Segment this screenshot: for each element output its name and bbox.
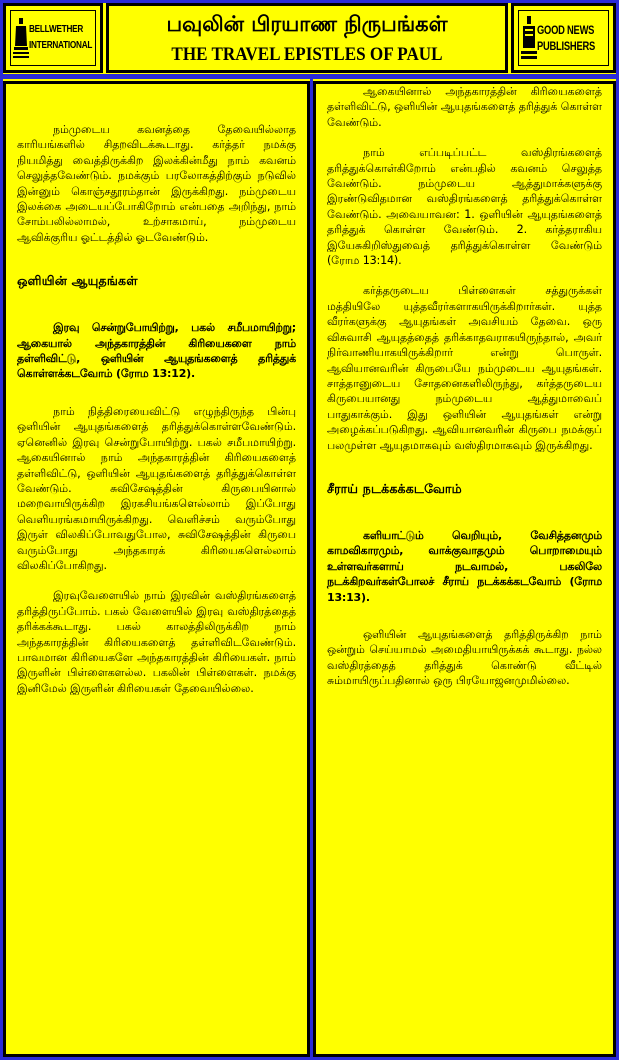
bellwether-bell-icon	[13, 16, 29, 60]
good-news-logo-line1: GOOD NEWS	[537, 23, 595, 37]
right-column	[313, 81, 616, 1057]
paragraph: ஆகையினால் அந்தகாரத்தின் கிரியைகளைத் தள்ளிவிட்டு, ஒளியின் ஆயுதங்களைத் தரித்துக் கொள்ள வேண்டும்.	[327, 85, 602, 129]
paragraph: நம்முடைய கவனத்தை தேவையில்லாத காரியங்களில் சிதறவிடக்கூடாது. கர்த்தர் நமக்கு நியமித்து வைத்திருக்கிற இலக்கின்மீது நாம் கவனம் செலுத்தவேண்டும். நமக்கும் பரலோகத்திற்கும் நடுவில் இன்னும் கொஞ்சதூரம்தான் இருக்கிறது. நம்முடைய இலக்கை அடையப்போகிறோம் என்பதை அறிந்து, நாம் சோம்பலில்லாமல், உற்சாகமாய், நம்முடைய ஆவிக்குரிய ஓட்டத்தில் ஓடவேண்டும்.	[17, 123, 296, 244]
paragraph: கர்த்தருடைய பிள்ளைகள் சத்துருக்கள் மத்தியிலே யுத்தவீரர்களாகயிருக்கிறார்கள். யுத்த வீரர்களுக்கு ஆயுதங்கள் அவசியம் தேவை. ஒரு விசுவாசி ஆயுதத்தைத் தரிக்காதவராகயிருந்தால், அவர் நிர்வாணியாகயிருக்கிறார் என்று பொருள். ஆவியானவரின் கிருபையே நம்முடைய ஆயுதங்கள். சாத்தானுடைய சோதனைகளிலிருந்து, கர்த்தருடைய கிருபையானது நம்முடைய ஆத்துமாவைப் பாதுகாக்கும். இது ஒளியின் ஆயுதங்கள் என்று அழைக்கப்படுகிறது. ஆவியானவரின் கிருபை நமக்குப் பலமுள்ள ஆயுதமாகவும் வஸ்திரமாகவும் இருக்கிறது.	[327, 284, 602, 452]
paragraph: இரவுவேளையில் நாம் இரவின் வஸ்திரங்களைத் தரித்திருப்போம். பகல் வேளையில் இரவு வஸ்திரத்தைத் தரிக்கக்கூடாது. பகல் காலத்திலிருக்கிற நாம் அந்தகாரத்தின் கிரியைகளைத் தள்ளிவிடவேண்டும். பாவமான கிரியைகளே அந்தகாரத்தின் கிரியைகள். நாம் இருளின் பிள்ளைகளல்ல. பகலின் பிள்ளைகள். நமக்கு இனிமேல் இருளின் கிரியைகள் தேவையில்லை.	[17, 589, 296, 695]
bellwether-logo-line1: BELLWETHER	[29, 24, 84, 35]
bellwether-logo	[3, 3, 103, 73]
page-title-tamil: பவுலின் பிரயாண நிருபங்கள்	[166, 12, 448, 36]
title-box	[106, 3, 508, 73]
bellwether-logo-text	[29, 22, 92, 54]
scripture-verse: இரவு சென்றுபோயிற்று, பகல் சமீபமாயிற்று; ஆகையால் அந்தகாரத்தின் கிரியைகளை நாம் தள்ளிவிட்டு, ஒளியின் ஆயுதங்களைத் தரித்துக் கொள்ளக்கடவோம் (ரோம 13:12).	[17, 321, 296, 381]
section-heading: ஒளியின் ஆயுதங்கள்	[17, 273, 138, 289]
paragraph: ஒளியின் ஆயுதங்களைத் தரித்திருக்கிற நாம் ஒன்றும் செய்யாமல் அமைதியாயிருக்கக் கூடாது. நல்ல வஸ்திரத்தைத் தரித்துக் கொண்டு வீட்டில் சும்மாயிருப்பதினால் ஒரு பிரயோஜனமுமில்லை.	[327, 627, 602, 688]
scripture-verse: களியாட்டும் வெறியும், வேசித்தனமும் காமவிகாரமும், வாக்குவாதமும் பொறாமையும் உள்ளவர்களாய் நடவாமல், பகலிலே நடக்கிறவர்கள்போலச் சீராய் நடக்கக்கடவோம் (ரோம 13:13).	[327, 528, 602, 604]
good-news-book-icon	[521, 16, 537, 60]
right-column-content	[327, 84, 602, 704]
good-news-logo-line2: PUBLISHERS	[537, 39, 596, 53]
good-news-logo	[511, 3, 616, 73]
left-column-content	[17, 122, 296, 711]
paragraph: நாம் எப்படிப்பட்ட வஸ்திரங்களைத் தரித்துக்கொள்கிறோம் என்பதில் கவனம் செலுத்த வேண்டும். நம்முடைய ஆத்துமாக்களுக்கு இரண்டுவிதமான வஸ்திரங்களைத் தரித்துக்கொள்ள வேண்டும். அவையாவன: 1. ஒளியின் ஆயுதங்களைத் தரித்துக் கொள்ள வேண்டும். 2. கர்த்தராகிய இயேசுகிறிஸ்துவைத் தரித்துக்கொள்ள வேண்டும் (ரோம 13:14).	[327, 146, 602, 268]
paragraph: நாம் நித்திரையைவிட்டு எழுந்திருந்த பின்பு ஒளியின் ஆயுதங்களைத் தரித்துக்கொள்ளவேண்டும். ஏனெனில் இரவு சென்றுபோயிற்று. பகல் சமீபமாயிற்று. ஆகையினால் நாம் அந்தகாரத்தின் கிரியைகளைத் தள்ளிவிட்டு, ஒளியின் ஆயுதங்களைத் தரித்துக்கொள்ள வேண்டும். சுவிசேஷத்தின் கிருபையினால் மறைவாயிருக்கிற இரகசியங்களெல்லாம் இப்போது வெளியரங்கமாயிருக்கிறது. வெளிச்சம் வரும்போது இருள் விலகிப்போவதுபோல, சுவிசேஷத்தின் கிருபை வரும்போது அந்தகாரக் கிரியைகளெல்லாம் விலகிப்போகிறது.	[17, 404, 296, 572]
left-column	[3, 81, 310, 1057]
page-title-english: THE TRAVEL EPISTLES OF PAUL	[171, 44, 443, 65]
section-heading: சீராய் நடக்கக்கடவோம்	[327, 480, 462, 496]
good-news-logo-text	[537, 22, 595, 54]
bellwether-logo-line2: INTERNATIONAL	[29, 40, 93, 51]
